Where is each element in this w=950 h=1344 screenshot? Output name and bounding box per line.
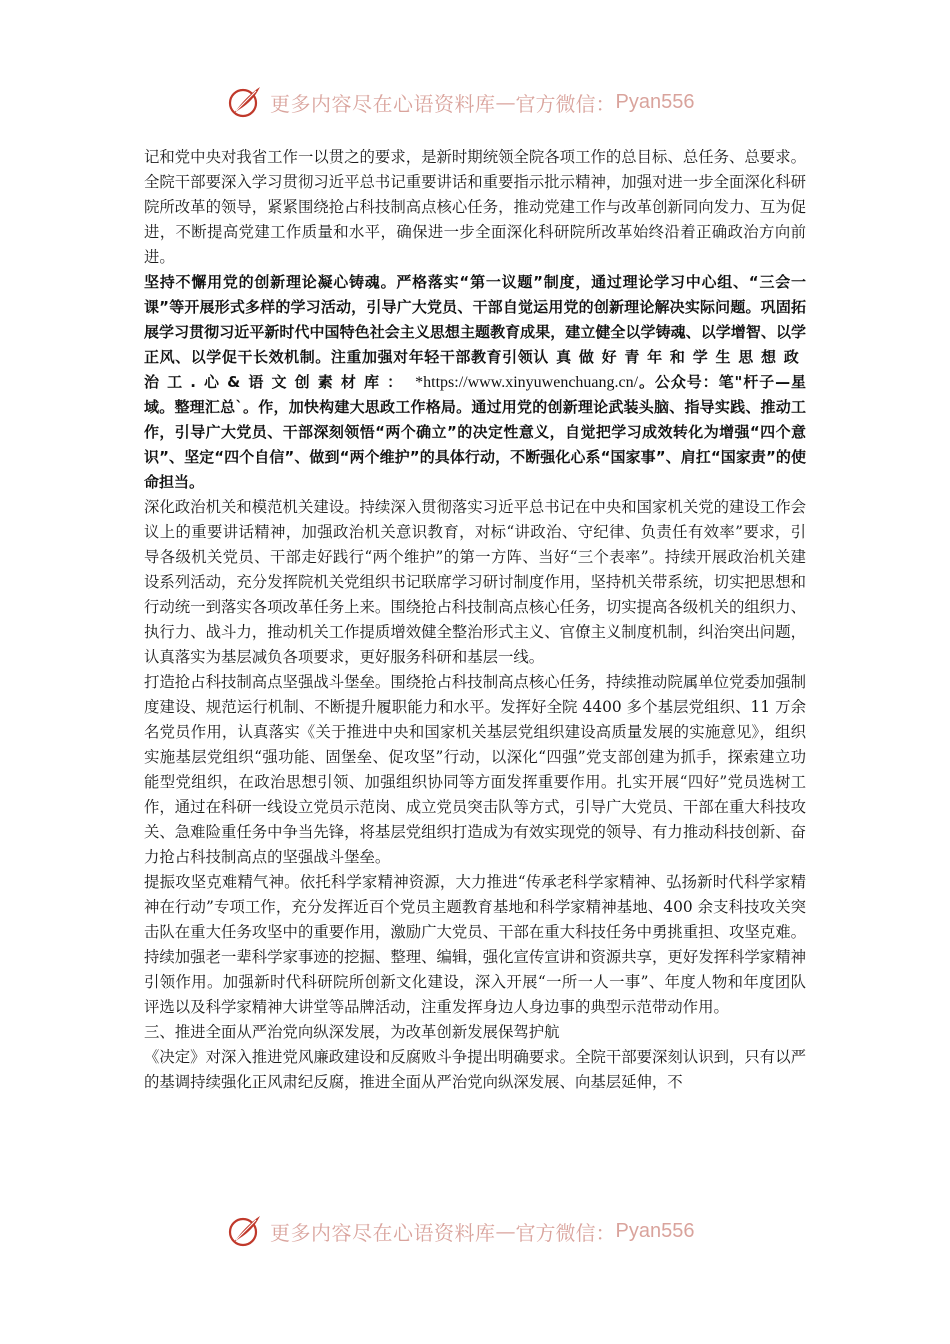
- footer-banner[interactable]: [226, 1211, 746, 1251]
- paragraph-theory: [144, 270, 806, 495]
- document-body: [144, 145, 806, 1095]
- paragraph: 《决定》对深入推进党风廉政建设和反腐败斗争提出明确要求。全院干部要深刻认识到，只有以严的基调持续强化正风肃纪反腐，推进全面从严治党向纵深发展、向基层延伸，不: [144, 1048, 806, 1091]
- section-heading: 三、推进全面从严治党向纵深发展，为改革创新发展保驾护航: [144, 1023, 560, 1041]
- banner-wechat-label: 官方微信：: [515, 1220, 616, 1245]
- paragraph: 记和党中央对我省工作一以贯之的要求，是新时期统领全院各项工作的总目标、总任务、总要求。全院干部要深入学习贯彻习近平总书记重要讲话和重要指示批示精神，加强对进一步全面深化科研院所改革的领导，紧紧围绕抢占科技制高点核心任务，推动党建工作与改革创新同向发力、互为促进，不断提高党建工作质量和水平，确保进一步全面深化科研院所改革始终沿着正确政治方向前进。: [144, 148, 806, 266]
- banner-wechat-id: Pyan556: [615, 90, 695, 113]
- header-banner[interactable]: [226, 82, 746, 122]
- banner-text: 更多内容尽在心语资料库: [270, 1220, 496, 1245]
- watermark-url[interactable]: www.xinyuwenchuang.cn/: [467, 374, 639, 391]
- paragraph: 打造抢占科技制高点坚强战斗堡垒。围绕抢占科技制高点核心任务，持续推动院属单位党委加强制度建设、规范运行机制、不断提升履职能力和水平。发挥好全院 4400 多个基层党组织、11 万余名党员作用，认真落实《关于推进中央和国家机关基层党组织建设高质量发展的实施意见》，组织实施基层党组织“强功能、固堡垒、促攻坚”行动，以深化“四强”党支部创建为抓手，探索建立功能型党组织，在政治思想引领、加强组织协同等方面发挥重要作用。扎实开展“四好”党员选树工作，通过在科研一线设立党员示范岗、成立党员突击队等方式，引导广大党员、干部在重大科技攻关、急难险重任务中争当先锋，将基层党组织打造成为有效实现党的领导、有力推动科技创新、奋力抢占科技制高点的坚强战斗堡垒。: [144, 673, 806, 866]
- banner-wechat-id: Pyan556: [615, 1219, 695, 1242]
- banner-separator: —: [495, 1219, 516, 1243]
- banner-wechat-label: 官方微信：: [515, 91, 616, 116]
- watermark-line: 认真做好青年和学生思想政治工.心&语文创素材库：: [144, 348, 806, 391]
- paragraph: 提振攻坚克难精气神。依托科学家精神资源，大力推进“传承老科学家精神、弘扬新时代科学家精神在行动”专项工作，充分发挥近百个党员主题教育基地和科学家精神基地、400 余支科技攻关突击队在重大任务攻坚中的重要作用，激励广大党员、干部在重大科技任务中勇挑重担、攻坚克难。持续加强老一辈科学家事迹的挖掘、整理、编辑，强化宣传宣讲和资源共享，更好发挥科学家精神引领作用。加强新时代科研院所创新文化建设，深入开展“一所一人一事”、年度人物和年度团队评选以及科学家精神大讲堂等品牌活动，注重发挥身边人身边事的典型示范带动作用。: [144, 873, 806, 1016]
- paragraph: 深化政治机关和模范机关建设。持续深入贯彻落实习近平总书记在中央和国家机关党的建设工作会议上的重要讲话精神，加强政治机关意识教育，对标“讲政治、守纪律、负责任有效率”要求，引导各级机关党员、干部走好践行“两个维护”的第一方阵、当好“三个表率”。持续开展政治机关建设系列活动，充分发挥院机关党组织书记联席学习研讨制度作用，坚持机关带系统，切实把思想和行动统一到落实各项改革任务上来。围绕抢占科技制高点核心任务，切实提高各级机关的组织力、执行力、战斗力，推动机关工作提质增效健全整治形式主义、官僚主义制度机制，纠治突出问题，认真落实为基层减负各项要求，更好服务科研和基层一线。: [144, 498, 806, 666]
- paragraph-theory-part2: 。公众号：笔"杆子—星域。整理汇总`。作，加快构建大思政工作格局。通过用党的创新理论武装头脑、指导实践、推动工作，引导广大党员、干部深刻领悟“两个确立”的决定性意义，自觉把学习成效转化为增强“四个意识”、坚定“四个自信”、做到“两个维护”的具体行动，不断强化心系“国家事”、肩扛“国家责”的使命担当。: [144, 373, 806, 491]
- feather-logo-icon: [226, 1212, 264, 1250]
- banner-text: 更多内容尽在心语资料库: [270, 91, 496, 116]
- feather-logo-icon: [226, 83, 264, 121]
- paragraph-theory-part1: 坚持不懈用党的创新理论凝心铸魂。严格落实“第一议题”制度，通过理论学习中心组、“三会一课”等开展形式多样的学习活动，引导广大党员、干部自觉运用党的创新理论解决实际问题。巩固拓展学习贯彻习近平新时代中国特色社会主义思想主题教育成果，建立健全以学铸魂、以学增智、以学正风、以学促干长效机制。注重加强对年轻干部教育引领: [144, 273, 806, 366]
- banner-separator: —: [495, 90, 516, 114]
- watermark-url-prefix: *https://: [410, 374, 468, 391]
